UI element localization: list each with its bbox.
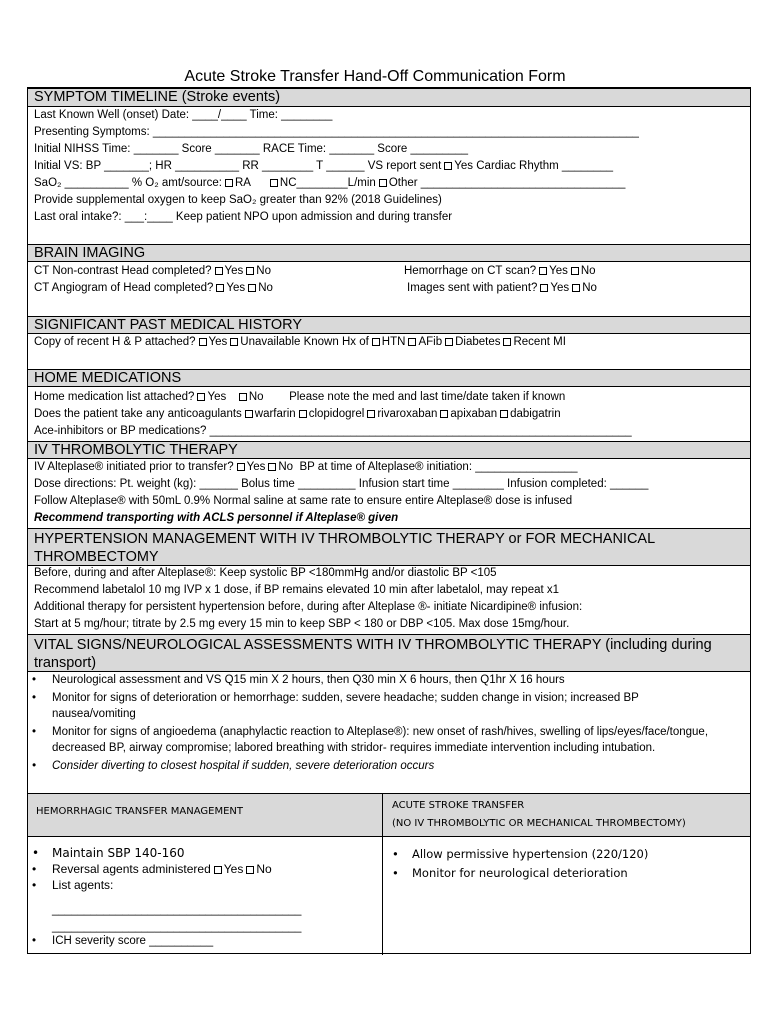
reversal-yes-checkbox[interactable] [214,866,222,874]
acute-header-box [383,793,750,837]
initial-nihss-line[interactable]: Initial NIHSS Time: _______ Score _______ RACE Time: _______ Score _________ [34,143,469,155]
ra-checkbox[interactable] [225,179,233,187]
presenting-symptoms-line[interactable]: Presenting Symptoms: ____________________________________________________________________________ [34,126,639,138]
acute-bullet-1: • Allow permissive hypertension (220/120) [388,845,743,864]
yes-label: Yes [208,336,228,348]
hemorrhage-no-checkbox[interactable] [571,267,579,275]
vital-bullet-4: • Consider diverting to closest hospital if sudden, severe deterioration occurs [28,758,718,774]
vital-signs-list [28,672,718,774]
warfarin-label: warfarin [254,408,296,420]
htn-line-4: Start at 5 mg/hour; titrate by 2.5 mg every 15 min to keep SBP < 180 or DBP <105. Max dose 15mg/hour. [34,618,570,630]
history-line [34,335,566,349]
past-medical-history-header: SIGNIFICANT PAST MEDICAL HISTORY [28,316,750,334]
ct-angiogram-label: CT Angiogram of Head completed? [34,282,214,294]
vs-report-yes-text: Yes Cardiac Rhythm ________ [454,160,614,172]
apixaban-checkbox[interactable] [440,410,448,418]
vital-signs-header: VITAL SIGNS/NEUROLOGICAL ASSESSMENTS WITH IV THROMBOLYTIC THERAPY (including during transport) [28,634,750,672]
anticoagulants-line [34,407,561,421]
yes-label: Yes [246,461,266,473]
no-label: No [278,461,294,473]
yes-label: Yes [549,265,568,277]
ich-severity-bullet[interactable]: • ICH severity score __________ [28,933,378,949]
med-list-line [34,390,565,404]
bp-at-alteplase-label: BP at time of Alteplase® initiation: ________________ [299,461,578,473]
last-known-well-line[interactable]: Last Known Well (onset) Date: ____/____ Time: ________ [34,109,333,121]
hemorrhagic-bullet-3: • List agents: [28,877,378,893]
nc-label: NC________L/min [279,177,376,189]
ct-noncontrast-line [34,264,271,278]
htn-line-3: Additional therapy for persistent hypertension before, during after Alteplase ®- initiate Nicardipine® infusion: [34,601,583,613]
yes-label: Yes [226,282,246,294]
column-divider [382,793,383,955]
ace-inhibitors-line[interactable]: Ace-inhibitors or BP medications? __________________________________________________________________ [34,425,632,437]
no-label: No [256,265,271,277]
hemorrhage-yes-checkbox[interactable] [539,267,547,275]
follow-alteplase-text: Follow Alteplase® with 50mL 0.9% Normal saline at same rate to ensure entire Alteplase® dose is infused [34,495,573,507]
home-medications-header: HOME MEDICATIONS [28,369,750,387]
yes-label: Yes [550,282,570,294]
hemorrhage-ct-label: Hemorrhage on CT scan? [404,265,537,277]
ct-noncontrast-no-checkbox[interactable] [246,267,254,275]
unavailable-label: Unavailable Known Hx of [240,336,369,348]
symptom-timeline-header: SYMPTOM TIMELINE (Stroke events) [28,88,750,107]
ct-noncontrast-label: CT Non-contrast Head completed? [34,265,212,277]
vital-bullet-1: • Neurological assessment and VS Q15 min X 2 hours, then Q30 min X 6 hours, then Q1hr X 16 hours [28,672,718,688]
sao2-text: SaO₂ __________ % O₂ amt/source: [34,177,222,189]
vs-report-checkbox[interactable] [444,162,452,170]
initial-vs-line[interactable] [34,159,613,173]
alteplase-no-checkbox[interactable] [268,463,276,471]
ct-angiogram-line [34,281,273,295]
med-note: Please note the med and last time/date taken if known [289,391,566,403]
no-label: No [580,265,596,277]
apixaban-label: apixaban [450,408,498,420]
hemorrhage-ct-line [404,264,596,278]
hemorrhagic-bullet-1: • Maintain SBP 140-160 [28,845,378,861]
yes-label: Yes [207,391,227,403]
images-sent-no-checkbox[interactable] [572,284,580,292]
vital-bullet-3: • Monitor for signs of angioedema (anaphylactic reaction to Alteplase®): new onset of rash/hives, swelling of lips/eyes/face/tongue, decreased BP, airway compromise; labored breathing with stridor- requires immediate intervention including intubation. [28,724,718,756]
oxygen-guideline: Provide supplemental oxygen to keep SaO₂ greater than 92% (2018 Guidelines) [34,194,442,206]
hemorrhagic-bullet-2 [28,861,378,877]
brain-imaging-header: BRAIN IMAGING [28,244,750,262]
med-list-no-checkbox[interactable] [239,393,247,401]
acute-header-1: ACUTE STROKE TRANSFER [392,800,525,811]
nc-checkbox[interactable] [270,179,278,187]
hemorrhagic-header: HEMORRHAGIC TRANSFER MANAGEMENT [36,806,244,817]
htn-checkbox[interactable] [372,338,380,346]
clopidogrel-checkbox[interactable] [299,410,307,418]
images-sent-line [407,281,597,295]
ra-label: RA [234,177,251,189]
other-label: Other ________________________________ [388,177,626,189]
yes-label: Yes [224,265,244,277]
agents-blank-2[interactable]: _______________________________________ [52,921,302,933]
acute-header-2: (NO IV THROMBOLYTIC OR MECHANICAL THROMBECTOMY) [392,818,686,829]
hemorrhagic-list [28,845,378,893]
recent-mi-label: Recent MI [513,336,566,348]
hp-yes-checkbox[interactable] [199,338,207,346]
alteplase-initiated-line [34,460,578,474]
sao2-line[interactable] [34,176,625,190]
hp-attached-label: Copy of recent H & P attached? [34,336,196,348]
images-sent-label: Images sent with patient? [407,282,538,294]
hemorrhagic-header-box [28,793,383,837]
ich-list [28,933,378,949]
alteplase-yes-checkbox[interactable] [237,463,245,471]
no-label: No [258,282,273,294]
diabetes-label: Diabetes [455,336,501,348]
no-label: No [256,862,272,876]
anticoagulants-label: Does the patient take any anticoagulants [34,408,242,420]
med-list-label: Home medication list attached? [34,391,195,403]
hypertension-header: HYPERTENSION MANAGEMENT WITH IV THROMBOLYTIC THERAPY or FOR MECHANICAL THROMBECTOMY [28,528,750,566]
ct-noncontrast-yes-checkbox[interactable] [215,267,223,275]
rivaroxaban-checkbox[interactable] [367,410,375,418]
form-container [27,87,751,954]
recent-mi-checkbox[interactable] [503,338,511,346]
last-oral-intake-line[interactable]: Last oral intake?: ___:____ Keep patient NPO upon admission and during transfer [34,211,453,223]
htn-label: HTN [381,336,406,348]
initial-vs-text: Initial VS: BP _______; HR __________ RR ________ T ______ VS report sent [34,160,442,172]
vital-bullet-2: • Monitor for signs of deterioration or hemorrhage: sudden, severe headache; sudden change in vision; increased BP nausea/vomiting [28,690,718,722]
acute-list [388,845,743,883]
no-label: No [582,282,597,294]
warfarin-checkbox[interactable] [245,410,253,418]
htn-line-1: Before, during and after Alteplase®: Keep systolic BP <180mmHg and/or diastolic BP <105 [34,567,497,579]
form-title: Acute Stroke Transfer Hand-Off Communication Form [184,68,566,85]
dabigatrin-checkbox[interactable] [500,410,508,418]
clopidogrel-label: clopidogrel [308,408,365,420]
hp-unavailable-checkbox[interactable] [230,338,238,346]
agents-blank-1[interactable]: _______________________________________ [52,904,302,916]
dabigatrin-label: dabigatrin [510,408,561,420]
alteplase-initiated-label: IV Alteplase® initiated prior to transfer? [34,461,234,473]
reversal-no-checkbox[interactable] [246,866,254,874]
ct-angiogram-no-checkbox[interactable] [248,284,256,292]
dose-directions-line[interactable]: Dose directions: Pt. weight (kg): ______ Bolus time _________ Infusion start time ________ Infusion completed: ______ [34,478,649,490]
yes-label: Yes [223,862,244,876]
no-label: No [248,391,264,403]
diabetes-checkbox[interactable] [445,338,453,346]
rivaroxaban-label: rivaroxaban [377,408,438,420]
acute-bullet-2: • Monitor for neurological deterioration [388,864,743,883]
acls-recommendation: Recommend transporting with ACLS personnel if Alteplase® given [34,512,399,524]
ct-angiogram-yes-checkbox[interactable] [216,284,224,292]
afib-label: AFib [418,336,443,348]
reversal-label: Reversal agents administered [52,862,211,876]
other-checkbox[interactable] [379,179,387,187]
med-list-yes-checkbox[interactable] [197,393,205,401]
htn-line-2: Recommend labetalol 10 mg IVP x 1 dose, if BP remains elevated 10 min after labetalol, may repeat x1 [34,584,560,596]
iv-thrombolytic-header: IV THROMBOLYTIC THERAPY [28,441,750,459]
afib-checkbox[interactable] [408,338,416,346]
images-sent-yes-checkbox[interactable] [540,284,548,292]
